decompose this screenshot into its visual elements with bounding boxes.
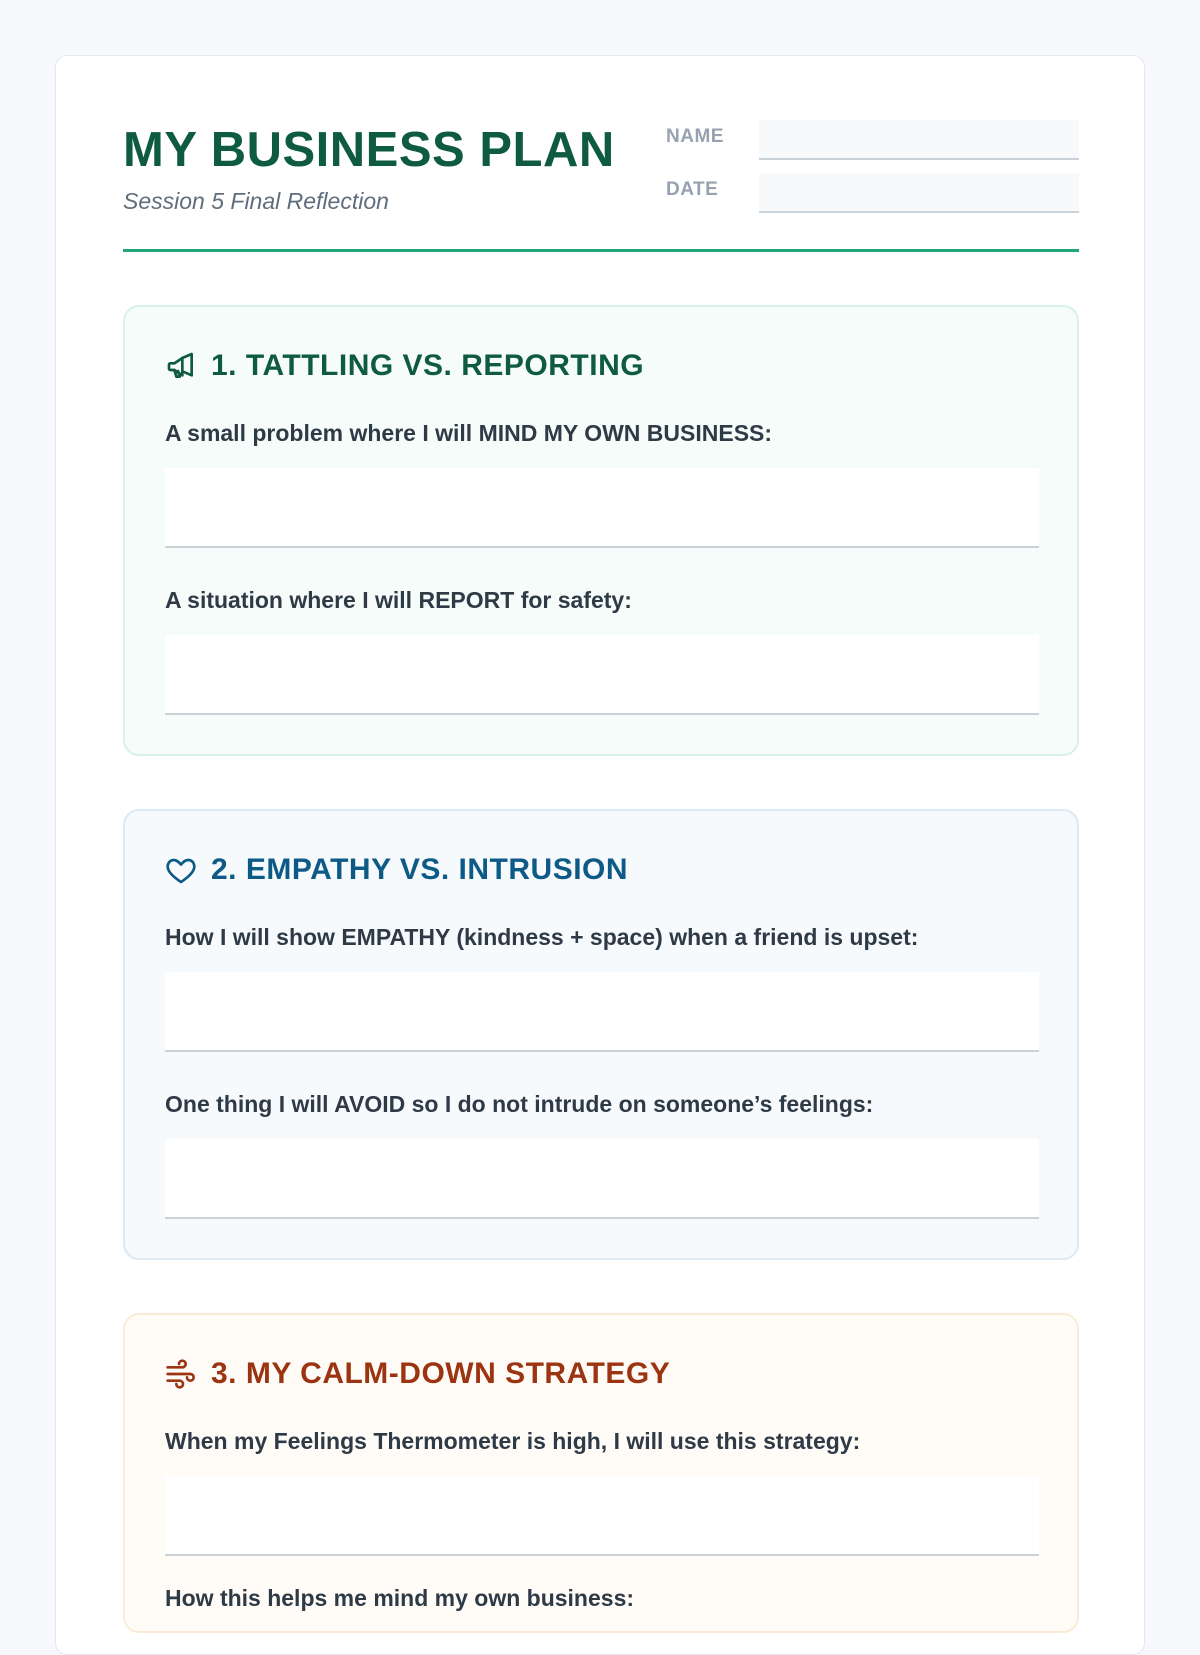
section-heading <box>165 1357 670 1391</box>
section-title: 2. EMPATHY VS. INTRUSION <box>211 853 629 886</box>
section-heading <box>165 853 628 887</box>
question-label: When my Feelings Thermometer is high, I will use this strategy: <box>165 1428 861 1454</box>
question-label: A situation where I will REPORT for safety: <box>165 587 632 613</box>
name-label: NAME <box>666 126 724 147</box>
question-label: How I will show EMPATHY (kindness + space) when a friend is upset: <box>165 924 919 950</box>
question-label: A small problem where I will MIND MY OWN BUSINESS: <box>165 420 773 446</box>
section-title: 1. TATTLING VS. REPORTING <box>211 349 645 382</box>
page-subtitle: Session 5 Final Reflection <box>123 188 389 214</box>
date-field[interactable] <box>759 173 1079 213</box>
name-field[interactable] <box>759 120 1079 160</box>
answer-field[interactable] <box>165 1139 1039 1219</box>
section-calm-down-strategy <box>123 1313 1079 1633</box>
heart-icon <box>165 854 197 886</box>
answer-field[interactable] <box>165 972 1039 1052</box>
answer-field[interactable] <box>165 468 1039 548</box>
section-heading <box>165 349 644 383</box>
question-label: One thing I will AVOID so I do not intrude on someone’s feelings: <box>165 1091 874 1117</box>
answer-field[interactable] <box>165 635 1039 715</box>
page-title: MY BUSINESS PLAN <box>123 123 615 177</box>
date-label: DATE <box>666 179 719 200</box>
section-empathy-vs-intrusion <box>123 809 1079 1260</box>
question-label: How this helps me mind my own business: <box>165 1585 635 1611</box>
worksheet-header <box>123 118 1079 252</box>
answer-field[interactable] <box>165 1476 1039 1556</box>
section-tattling-vs-reporting <box>123 305 1079 756</box>
wind-icon <box>165 1358 197 1390</box>
section-title: 3. MY CALM-DOWN STRATEGY <box>211 1357 671 1390</box>
megaphone-icon <box>165 350 197 382</box>
